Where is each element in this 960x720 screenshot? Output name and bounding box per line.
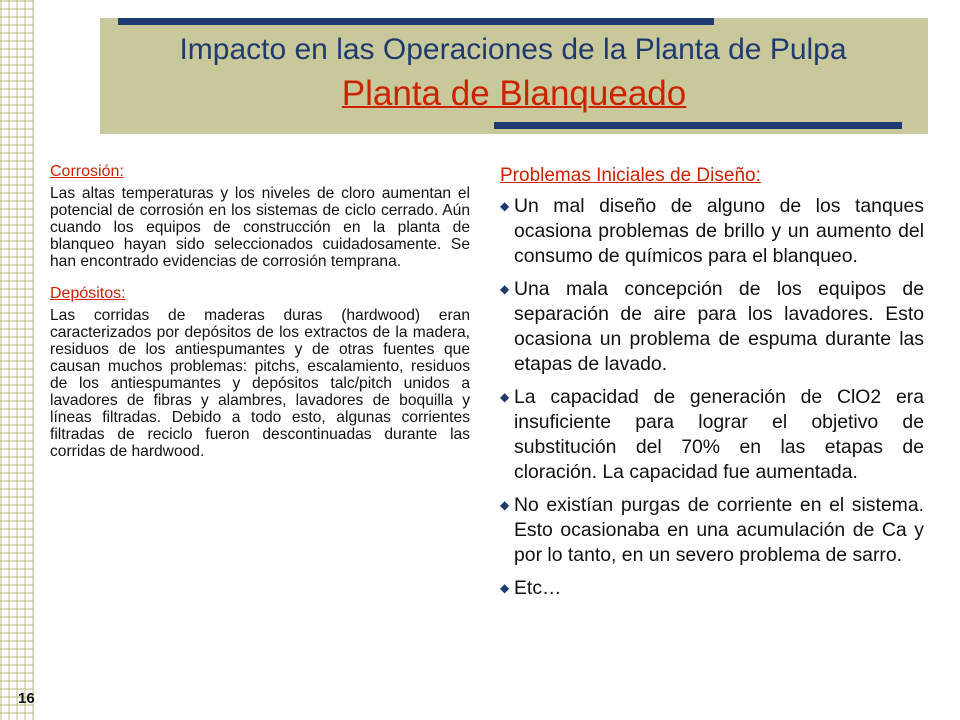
- slide-subtitle: Planta de Blanqueado: [341, 74, 687, 113]
- list-item: [500, 385, 924, 485]
- list-item: [500, 277, 924, 377]
- list-item-text: Una mala concepción de los equipos de separación de aire para los lavadores. Esto ocasiona un problema de espuma durante las etapas de lavado.: [514, 278, 924, 375]
- diamond-bullet-icon: ◆: [500, 498, 510, 512]
- list-item-text: Etc…: [514, 577, 562, 599]
- list-item: [500, 576, 924, 601]
- slide-subtitle-wrap: [100, 74, 928, 114]
- slide-title: Impacto en las Operaciones de la Planta de Pulpa: [179, 33, 847, 66]
- side-pattern-decoration: [0, 0, 34, 720]
- list-item: [500, 194, 924, 269]
- list-item: [500, 493, 924, 568]
- right-column: [500, 164, 924, 609]
- page-number: 16: [18, 690, 35, 707]
- list-item-text: La capacidad de generación de ClO2 era insuficiente para lograr el objetivo de substitución del 70% en las etapas de cloración. La capacidad fue aumentada.: [514, 386, 924, 483]
- section-corrosion: [50, 162, 470, 270]
- section-heading: Corrosión:: [50, 163, 124, 180]
- list-item-text: No existían purgas de corriente en el sistema. Esto ocasionaba en una acumulación de Ca y por lo tanto, en un severo problema de sarro.: [514, 494, 924, 566]
- problems-heading: Problemas Iniciales de Diseño:: [500, 165, 761, 186]
- section-text: Las altas temperaturas y los niveles de cloro aumentan el potencial de corrosión en los sistemas de ciclo cerrado. Aún cuando los equipos de construcción en la planta de blanqueo hayan sido seleccionados cuidadosamente. Se han encontrado evidencias de corrosión temprana.: [50, 185, 470, 270]
- section-text: Las corridas de maderas duras (hardwood) eran caracterizados por depósitos de los extractos de la madera, residuos de los antiespumantes y de otras fuentes que causan muchos problemas: pitchs, escalamiento, residuos de los antiespumantes y depósitos talc/pitch unidos a lavadores de fibras y alambres, lavadores de boquilla y líneas filtradas. Debido a todo esto, algunas corrientes filtradas de reciclo fueron descontinuadas durante las corridas de hardwood.: [50, 307, 470, 460]
- diamond-bullet-icon: ◆: [500, 581, 510, 595]
- title-bar-bottom: [494, 122, 902, 129]
- section-deposits: [50, 284, 470, 460]
- section-heading: Depósitos:: [50, 285, 126, 302]
- diamond-bullet-icon: ◆: [500, 390, 510, 404]
- diamond-bullet-icon: ◆: [500, 282, 510, 296]
- left-column: [50, 162, 470, 474]
- title-bar-top: [118, 18, 714, 25]
- list-item-text: Un mal diseño de alguno de los tanques ocasiona problemas de brillo y un aumento del consumo de químicos para el blanqueo.: [514, 195, 924, 267]
- diamond-bullet-icon: ◆: [500, 199, 510, 213]
